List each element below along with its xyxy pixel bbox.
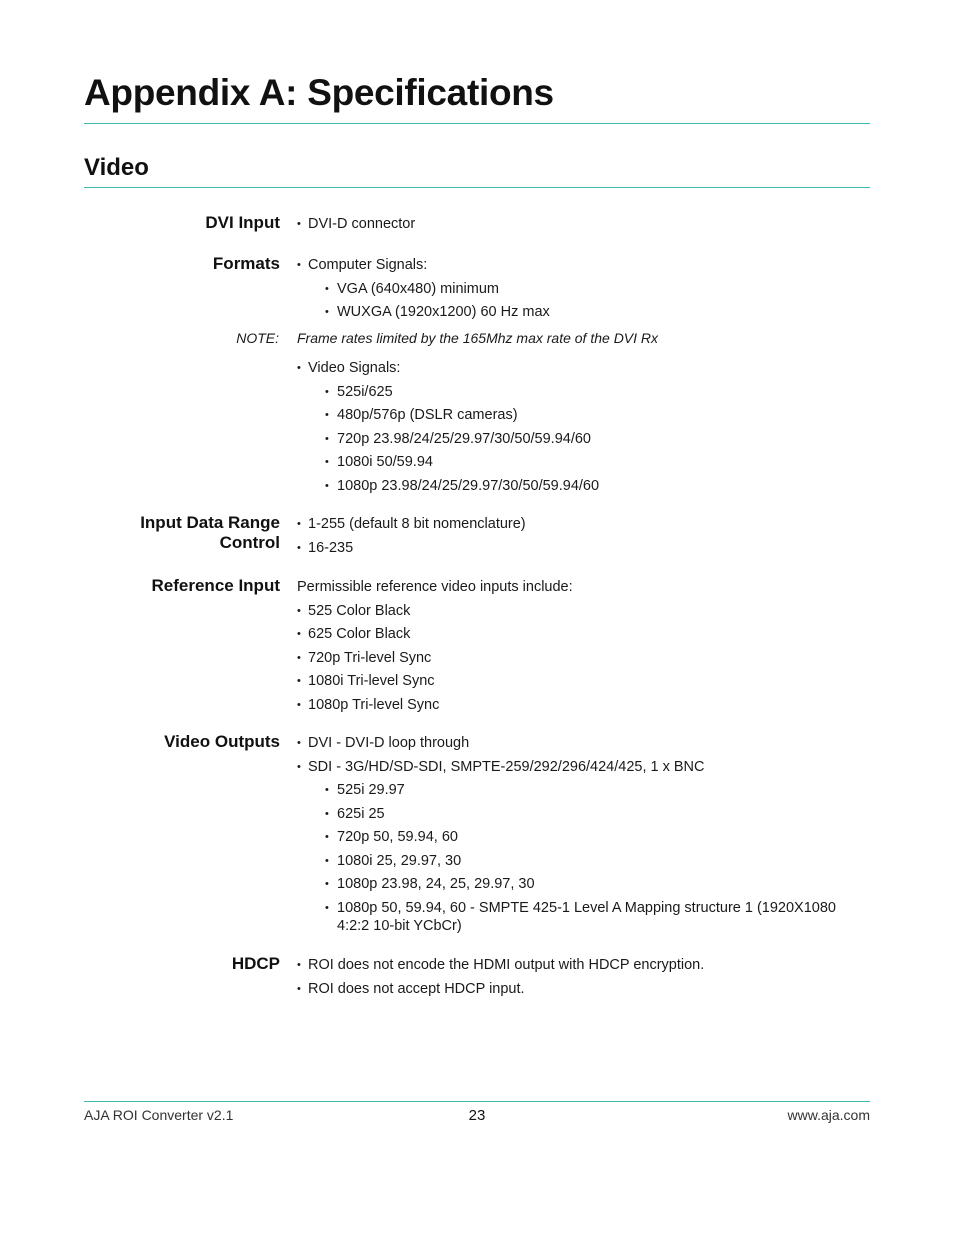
list-item: • 720p 50, 59.94, 60: [297, 826, 867, 850]
list-item: • 480p/576p (DSLR cameras): [297, 404, 867, 428]
list-item: • 1080p 23.98, 24, 25, 29.97, 30: [297, 873, 867, 897]
spec-label-video-outputs: Video Outputs: [164, 732, 280, 751]
spec-content-hdcp: [297, 954, 867, 1001]
list-item: • 1080i Tri-level Sync: [297, 670, 867, 694]
list-item: • 1080p 23.98/24/25/29.97/30/50/59.94/60: [297, 475, 867, 499]
spec-label-formats: Formats: [212, 254, 280, 273]
list-item: • 525i/625: [297, 381, 867, 405]
spec-content-input-data-range: [297, 513, 867, 560]
list-item: • 1080p Tri-level Sync: [297, 694, 867, 718]
list-item: • Video Signals:: [297, 357, 867, 381]
section-rule: [84, 187, 870, 188]
footer-product: AJA ROI Converter v2.1: [84, 1107, 234, 1123]
list-item: • 525i 29.97: [297, 779, 867, 803]
spec-label-input-data-range: [100, 513, 280, 553]
page-title: Appendix A: Specifications: [84, 72, 554, 113]
list-item: • 1080i 50/59.94: [297, 451, 867, 475]
list-item: • 625 Color Black: [297, 623, 867, 647]
list-item: • WUXGA (1920x1200) 60 Hz max: [297, 301, 867, 325]
spec-label-line: Input Data Range: [140, 513, 280, 532]
list-item: • 720p 23.98/24/25/29.97/30/50/59.94/60: [297, 428, 867, 452]
section-title: Video: [84, 154, 149, 181]
list-item: • 16-235: [297, 537, 867, 561]
list-item: • DVI-D connector: [297, 213, 867, 237]
list-item: • 1080p 50, 59.94, 60 - SMPTE 425-1 Level A Mapping structure 1 (1920X1080 4:2:2 10-bit YCbCr): [297, 897, 867, 939]
spec-label-hdcp: HDCP: [231, 954, 280, 973]
list-item: • 1-255 (default 8 bit nomenclature): [297, 513, 867, 537]
note-label: NOTE:: [236, 330, 279, 346]
list-item: • DVI - DVI-D loop through: [297, 732, 867, 756]
list-item: • Computer Signals:: [297, 254, 867, 278]
spec-content-video-signals: [297, 357, 867, 498]
spec-label-reference-input: Reference Input: [151, 576, 280, 595]
list-item: • 720p Tri-level Sync: [297, 647, 867, 671]
spec-label-line: Control: [219, 533, 280, 552]
list-item: • SDI - 3G/HD/SD-SDI, SMPTE-259/292/296/424/425, 1 x BNC: [297, 756, 867, 780]
spec-label-dvi-input: DVI Input: [205, 213, 280, 232]
list-item: • 525 Color Black: [297, 600, 867, 624]
spec-content-dvi-input: [297, 213, 867, 237]
spec-content-formats: [297, 254, 867, 325]
title-rule: [84, 123, 870, 124]
intro-text: Permissible reference video inputs include:: [297, 579, 573, 595]
note-text: Frame rates limited by the 165Mhz max rate of the DVI Rx: [297, 330, 659, 346]
page-number: 23: [468, 1107, 486, 1124]
list-item: • 1080i 25, 29.97, 30: [297, 850, 867, 874]
footer-rule: [84, 1101, 870, 1102]
list-item: • ROI does not accept HDCP input.: [297, 978, 867, 1002]
footer-website: www.aja.com: [787, 1107, 870, 1123]
list-item: • 625i 25: [297, 803, 867, 827]
list-item: • ROI does not encode the HDMI output with HDCP encryption.: [297, 954, 867, 978]
list-item: • VGA (640x480) minimum: [297, 278, 867, 302]
spec-content-reference-input: [297, 576, 867, 717]
spec-content-video-outputs: [297, 732, 867, 939]
